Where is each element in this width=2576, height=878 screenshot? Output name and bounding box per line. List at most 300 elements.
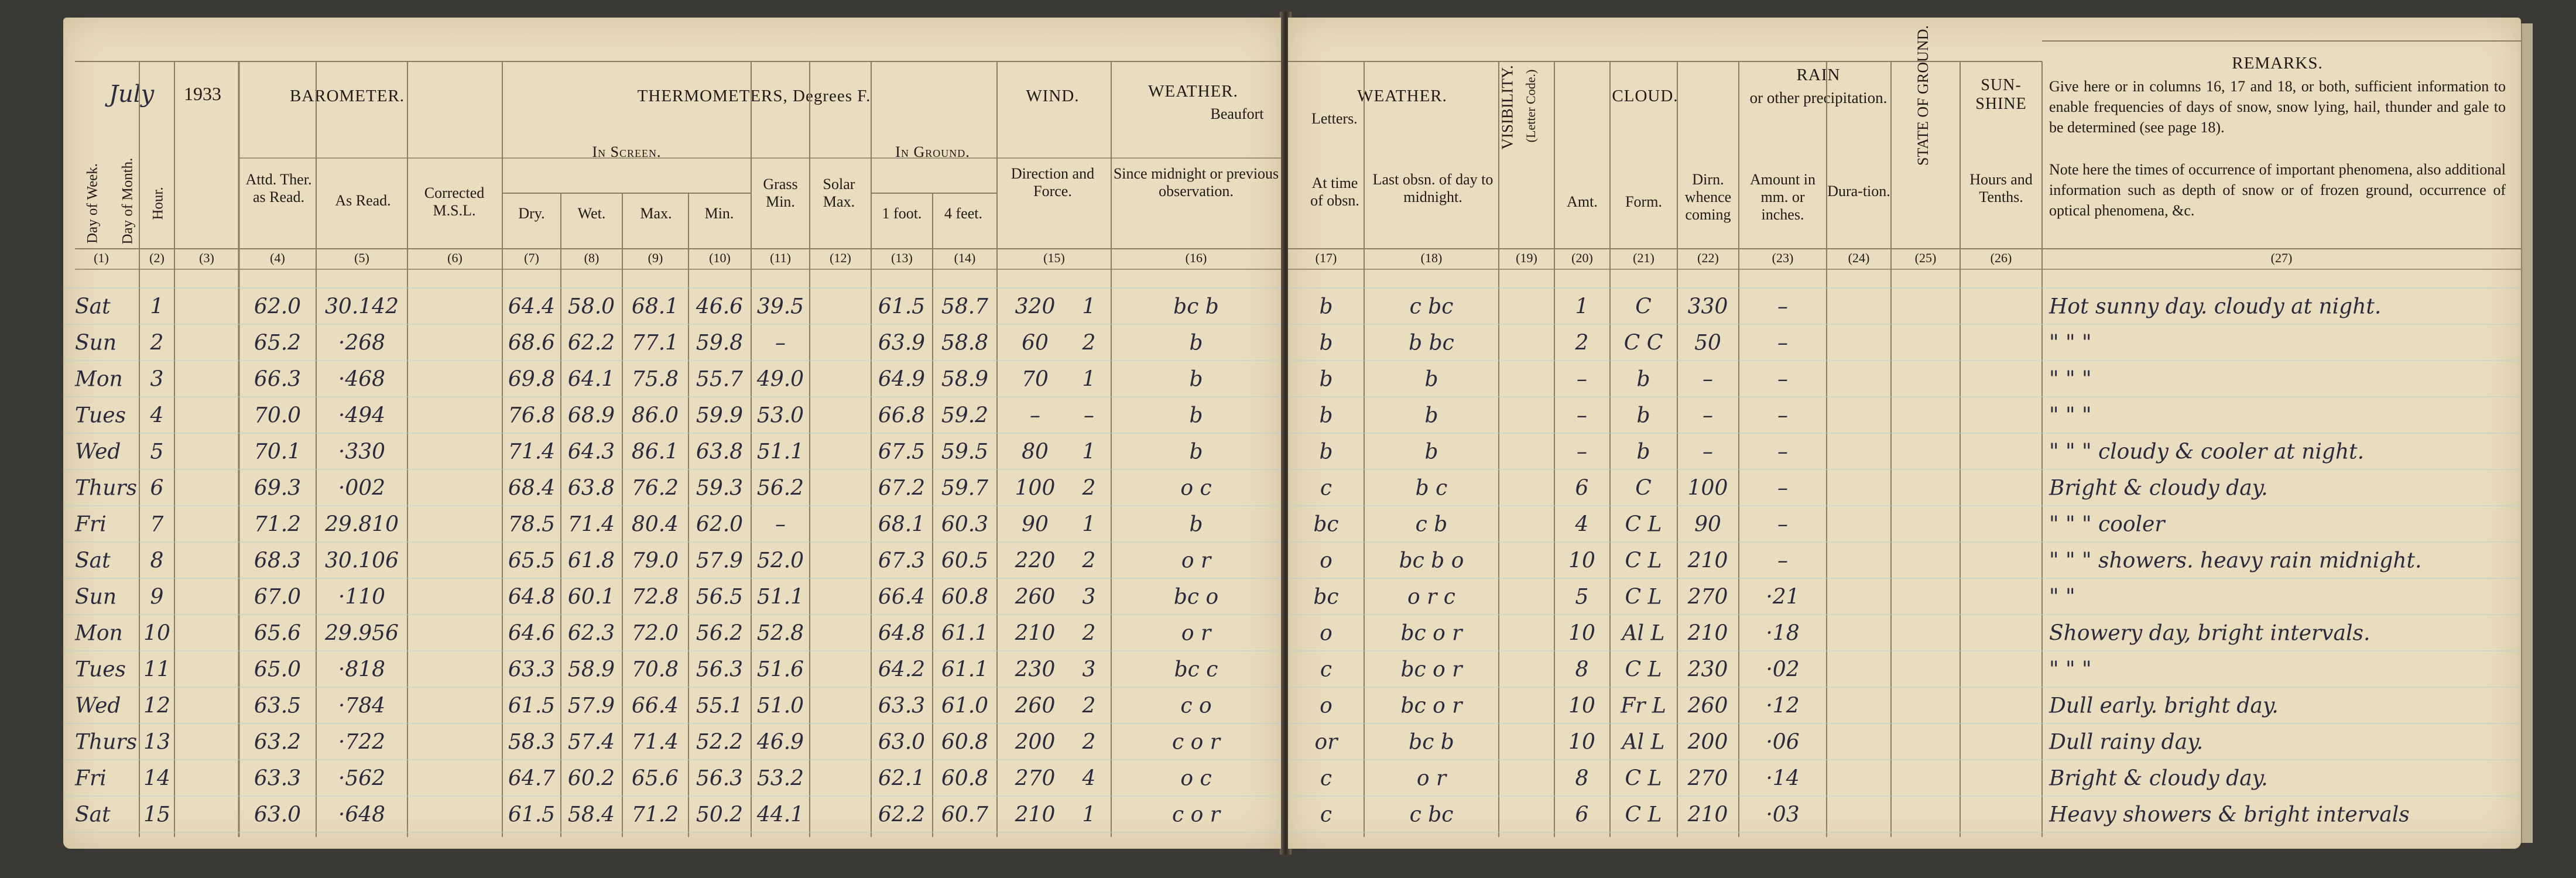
ground-4ft-cell: 61.1 xyxy=(941,657,989,682)
barometer-header: BAROMETER. xyxy=(289,87,405,105)
page-edge xyxy=(2521,23,2533,843)
cloud-direction-cell: – xyxy=(1703,440,1713,464)
remark-cell: " " " xyxy=(2049,657,2092,682)
day-of-month-cell: 12 xyxy=(143,694,170,718)
day-of-week-cell: Mon xyxy=(75,367,123,392)
wind-force-cell: 1 xyxy=(1082,440,1096,464)
rain-amount-cell: ·12 xyxy=(1766,694,1800,718)
cloud-form-cell: C L xyxy=(1625,512,1662,537)
column-number: (17) xyxy=(1315,251,1337,265)
remarks-instructions: Give here or in columns 16, 17 and 18, or both, sufficient information to enable frequencies of days of snow, snow lying, hail, thunder and gale to be determined (see page 18). xyxy=(2049,78,2506,136)
min-temp-cell: 56.2 xyxy=(696,621,744,646)
cloud-direction-cell: 200 xyxy=(1687,730,1728,754)
day-of-month-cell: 14 xyxy=(143,766,170,791)
weather-last-obsn-cell: c b xyxy=(1415,512,1448,537)
wet-bulb-cell: 62.3 xyxy=(567,621,615,646)
weather-since-midnight-cell: b xyxy=(1189,440,1203,464)
min-temp-cell: 62.0 xyxy=(696,512,744,537)
wind-direction-cell: 70 xyxy=(1022,367,1049,392)
barometer-reading-cell: ·330 xyxy=(338,440,386,464)
weather-at-obsn-cell: b xyxy=(1319,367,1333,392)
weather-since-midnight-cell: c o r xyxy=(1172,802,1220,827)
ground-4ft-cell: 60.8 xyxy=(941,766,989,791)
col-at-time: At time of obsn. xyxy=(1310,174,1359,209)
wind-direction-cell: 230 xyxy=(1015,657,1056,682)
day-of-week-cell: Sun xyxy=(75,331,117,355)
wind-direction-cell: 100 xyxy=(1015,476,1056,500)
col-max: Max. xyxy=(640,205,672,222)
rain-amount-cell: – xyxy=(1777,476,1788,500)
weather-since-midnight-cell: c o r xyxy=(1172,730,1220,754)
cloud-direction-cell: 50 xyxy=(1694,331,1721,355)
column-number: (14) xyxy=(954,251,976,265)
col-corrected-msl: Corrected M.S.L. xyxy=(424,184,485,219)
weather-last-obsn-cell: bc b o xyxy=(1399,548,1464,573)
day-of-week-cell: Sun xyxy=(75,585,117,609)
cloud-form-cell: C L xyxy=(1625,585,1662,609)
attd-ther-cell: 70.0 xyxy=(254,403,302,428)
sunshine-header: SUN-SHINE xyxy=(1975,76,2027,114)
in-ground-header: In Ground. xyxy=(895,143,970,160)
col-since-midnight: Since midnight or previous observation. xyxy=(1113,165,1279,200)
dry-bulb-cell: 68.4 xyxy=(508,476,556,500)
ground-4ft-cell: 60.7 xyxy=(941,802,989,827)
barometer-reading-cell: ·784 xyxy=(338,694,386,718)
wet-bulb-cell: 58.4 xyxy=(567,802,615,827)
wind-force-cell: – xyxy=(1084,403,1094,428)
wet-bulb-cell: 58.9 xyxy=(567,657,615,682)
weather-at-obsn-cell: bc xyxy=(1313,585,1339,609)
month-label: July xyxy=(109,81,155,108)
cloud-form-cell: b xyxy=(1636,367,1650,392)
letter-code-label: (Letter Code.) xyxy=(1523,69,1538,143)
wind-direction-cell: 90 xyxy=(1022,512,1049,537)
weather-header-right: WEATHER. xyxy=(1357,87,1447,105)
barometer-reading-cell: ·002 xyxy=(338,476,386,500)
weather-at-obsn-cell: b xyxy=(1319,331,1333,355)
day-of-month-cell: 13 xyxy=(143,730,170,754)
grass-min-cell: 51.0 xyxy=(756,694,804,718)
rain-amount-cell: – xyxy=(1777,440,1788,464)
attd-ther-cell: 66.3 xyxy=(254,367,302,392)
year-label: 1933 xyxy=(184,83,221,104)
attd-ther-cell: 71.2 xyxy=(254,512,302,537)
col-as-read: As Read. xyxy=(335,192,391,209)
grass-min-cell: 51.1 xyxy=(756,585,804,609)
max-temp-cell: 68.1 xyxy=(631,294,679,319)
ground-1ft-cell: 66.4 xyxy=(878,585,926,609)
ground-4ft-cell: 60.3 xyxy=(941,512,989,537)
column-number: (27) xyxy=(2270,251,2293,265)
rain-amount-cell: ·06 xyxy=(1766,730,1800,754)
rain-amount-cell: – xyxy=(1777,294,1788,319)
col-form: Form. xyxy=(1625,193,1662,210)
col-direction-force: Direction and Force. xyxy=(1010,165,1095,200)
day-of-month-cell: 9 xyxy=(150,585,164,609)
remark-cell: " " " cloudy & cooler at night. xyxy=(2049,440,2365,464)
weather-last-obsn-cell: b xyxy=(1424,403,1438,428)
rain-amount-cell: ·18 xyxy=(1766,621,1800,646)
cloud-direction-cell: 210 xyxy=(1687,802,1728,827)
dry-bulb-cell: 65.5 xyxy=(508,548,556,573)
weather-at-obsn-cell: o xyxy=(1320,694,1332,718)
cloud-form-cell: Al L xyxy=(1622,621,1665,646)
cloud-amount-cell: 10 xyxy=(1568,548,1595,573)
ground-1ft-cell: 68.1 xyxy=(878,512,926,537)
weather-last-obsn-cell: bc b xyxy=(1409,730,1454,754)
cloud-amount-cell: 10 xyxy=(1568,694,1595,718)
ground-4ft-cell: 59.7 xyxy=(941,476,989,500)
min-temp-cell: 59.9 xyxy=(696,403,744,428)
max-temp-cell: 77.1 xyxy=(631,331,679,355)
rain-amount-cell: – xyxy=(1777,548,1788,573)
right-grid xyxy=(1288,18,2521,849)
wind-direction-cell: 260 xyxy=(1015,585,1056,609)
max-temp-cell: 70.8 xyxy=(631,657,679,682)
column-number: (23) xyxy=(1772,251,1794,265)
attd-ther-cell: 62.0 xyxy=(254,294,302,319)
weather-last-obsn-cell: c bc xyxy=(1409,802,1454,827)
wet-bulb-cell: 61.8 xyxy=(567,548,615,573)
column-number: (15) xyxy=(1043,251,1065,265)
day-of-week-cell: Sat xyxy=(75,802,111,827)
day-of-week-cell: Tues xyxy=(75,403,126,428)
weather-at-obsn-cell: o xyxy=(1320,548,1332,573)
attd-ther-cell: 63.5 xyxy=(254,694,302,718)
min-temp-cell: 52.2 xyxy=(696,730,744,754)
cloud-direction-cell: 100 xyxy=(1687,476,1728,500)
cloud-amount-cell: 8 xyxy=(1575,766,1589,791)
cloud-form-cell: C L xyxy=(1625,766,1662,791)
wind-force-cell: 3 xyxy=(1082,585,1096,609)
remarks-header: REMARKS. xyxy=(2232,54,2323,73)
wind-direction-cell: 200 xyxy=(1015,730,1056,754)
weather-since-midnight-cell: bc b xyxy=(1173,294,1219,319)
max-temp-cell: 86.0 xyxy=(631,403,679,428)
wind-force-cell: 3 xyxy=(1082,657,1096,682)
attd-ther-cell: 63.0 xyxy=(254,802,302,827)
attd-ther-cell: 65.0 xyxy=(254,657,302,682)
max-temp-cell: 72.8 xyxy=(631,585,679,609)
day-of-week-cell: Fri xyxy=(75,766,107,791)
max-temp-cell: 79.0 xyxy=(631,548,679,573)
column-number: (18) xyxy=(1420,251,1443,265)
grass-min-cell: 39.5 xyxy=(756,294,804,319)
min-temp-cell: 59.3 xyxy=(696,476,744,500)
ground-1ft-cell: 64.9 xyxy=(878,367,926,392)
col-wet: Wet. xyxy=(577,205,606,222)
dry-bulb-cell: 61.5 xyxy=(508,802,556,827)
max-temp-cell: 72.0 xyxy=(631,621,679,646)
col-amt: Amt. xyxy=(1567,193,1598,210)
weather-at-obsn-cell: bc xyxy=(1313,512,1339,537)
day-of-month-cell: 5 xyxy=(150,440,164,464)
cloud-form-cell: C L xyxy=(1625,657,1662,682)
attd-ther-cell: 65.6 xyxy=(254,621,302,646)
rain-header: RAIN xyxy=(1796,66,1841,84)
remark-cell: " " " showers. heavy rain midnight. xyxy=(2049,548,2422,573)
cloud-direction-cell: 330 xyxy=(1687,294,1728,319)
grass-min-cell: 44.1 xyxy=(756,802,804,827)
wind-direction-cell: – xyxy=(1030,403,1040,428)
grass-min-cell: 49.0 xyxy=(756,367,804,392)
wind-force-cell: 1 xyxy=(1082,294,1096,319)
cloud-direction-cell: 90 xyxy=(1694,512,1721,537)
weather-at-obsn-cell: b xyxy=(1319,403,1333,428)
ground-4ft-cell: 61.0 xyxy=(941,694,989,718)
column-number: (1) xyxy=(94,251,109,265)
remark-cell: Showery day, bright intervals. xyxy=(2049,621,2371,646)
weather-since-midnight-cell: b xyxy=(1189,512,1203,537)
wind-direction-cell: 260 xyxy=(1015,694,1056,718)
attd-ther-cell: 70.1 xyxy=(254,440,302,464)
wind-force-cell: 4 xyxy=(1082,766,1096,791)
weather-last-obsn-cell: bc o r xyxy=(1400,657,1462,682)
weather-at-obsn-cell: c xyxy=(1320,802,1332,827)
weather-at-obsn-cell: b xyxy=(1319,294,1333,319)
cloud-form-cell: b xyxy=(1636,403,1650,428)
column-number: (20) xyxy=(1571,251,1593,265)
cloud-amount-cell: 6 xyxy=(1575,476,1589,500)
cloud-direction-cell: 210 xyxy=(1687,548,1728,573)
weather-last-obsn-cell: o r c xyxy=(1407,585,1455,609)
column-number: (8) xyxy=(584,251,600,265)
weather-since-midnight-cell: b xyxy=(1189,331,1203,355)
attd-ther-cell: 65.2 xyxy=(254,331,302,355)
min-temp-cell: 55.7 xyxy=(696,367,744,392)
weather-last-obsn-cell: o r xyxy=(1416,766,1447,791)
ground-4ft-cell: 60.8 xyxy=(941,585,989,609)
remark-cell: Bright & cloudy day. xyxy=(2049,766,2268,791)
barometer-reading-cell: 29.956 xyxy=(325,621,399,646)
cloud-direction-cell: – xyxy=(1703,367,1713,392)
day-of-month-cell: 3 xyxy=(150,367,164,392)
wind-direction-cell: 60 xyxy=(1022,331,1049,355)
max-temp-cell: 76.2 xyxy=(631,476,679,500)
weather-at-obsn-cell: o xyxy=(1320,621,1332,646)
weather-last-obsn-cell: b bc xyxy=(1409,331,1454,355)
col-day-of-week: Day of Week. xyxy=(84,163,101,244)
col-dirn: Dirn. whence coming xyxy=(1684,171,1732,223)
min-temp-cell: 59.8 xyxy=(696,331,744,355)
grass-min-cell: 51.1 xyxy=(756,440,804,464)
rain-amount-cell: – xyxy=(1777,512,1788,537)
in-screen-header: In Screen. xyxy=(592,143,662,160)
cloud-form-cell: C xyxy=(1635,476,1652,500)
rain-subheader: or other precipitation. xyxy=(1749,89,1888,107)
ground-4ft-cell: 58.9 xyxy=(941,367,989,392)
barometer-reading-cell: 29.810 xyxy=(325,512,399,537)
cloud-form-cell: C L xyxy=(1625,802,1662,827)
day-of-week-cell: Tues xyxy=(75,657,126,682)
cloud-amount-cell: 4 xyxy=(1575,512,1589,537)
cloud-form-cell: C xyxy=(1635,294,1652,319)
state-of-ground-header: STATE OF GROUND. xyxy=(1914,25,1931,166)
ground-1ft-cell: 67.5 xyxy=(878,440,926,464)
column-number: (6) xyxy=(447,251,463,265)
weather-since-midnight-cell: bc c xyxy=(1174,657,1218,682)
barometer-reading-cell: ·722 xyxy=(338,730,386,754)
ground-1ft-cell: 64.2 xyxy=(878,657,926,682)
dry-bulb-cell: 64.4 xyxy=(508,294,556,319)
column-number: (2) xyxy=(149,251,165,265)
barometer-reading-cell: ·268 xyxy=(338,331,386,355)
weather-last-obsn-cell: c bc xyxy=(1409,294,1454,319)
cloud-direction-cell: 230 xyxy=(1687,657,1728,682)
day-of-month-cell: 10 xyxy=(143,621,170,646)
remark-cell: Dull early. bright day. xyxy=(2049,694,2279,718)
rain-amount-cell: – xyxy=(1777,331,1788,355)
column-number: (10) xyxy=(709,251,731,265)
cloud-amount-cell: 10 xyxy=(1568,621,1595,646)
dry-bulb-cell: 68.6 xyxy=(508,331,556,355)
barometer-reading-cell: 30.142 xyxy=(325,294,399,319)
weather-last-obsn-cell: bc o r xyxy=(1400,621,1462,646)
barometer-reading-cell: ·818 xyxy=(338,657,386,682)
grass-min-cell: 53.0 xyxy=(756,403,804,428)
remark-cell: " " " xyxy=(2049,331,2092,355)
ground-1ft-cell: 67.3 xyxy=(878,548,926,573)
day-of-week-cell: Sat xyxy=(75,548,111,573)
dry-bulb-cell: 69.8 xyxy=(508,367,556,392)
col-day-of-month: Day of Month. xyxy=(119,157,136,245)
day-of-week-cell: Wed xyxy=(75,440,121,464)
column-number: (21) xyxy=(1633,251,1654,265)
column-number: (12) xyxy=(830,251,851,265)
max-temp-cell: 71.2 xyxy=(631,802,679,827)
cloud-header: CLOUD. xyxy=(1612,87,1678,105)
ground-4ft-cell: 61.1 xyxy=(941,621,989,646)
remark-cell: " " " xyxy=(2049,403,2092,428)
ground-4ft-cell: 58.7 xyxy=(941,294,989,319)
col-hours-tenths: Hours and Tenths. xyxy=(1969,171,2033,205)
min-temp-cell: 50.2 xyxy=(696,802,744,827)
rain-amount-cell: – xyxy=(1777,367,1788,392)
max-temp-cell: 65.6 xyxy=(631,766,679,791)
cloud-form-cell: b xyxy=(1636,440,1650,464)
grass-min-cell: 51.6 xyxy=(756,657,804,682)
weather-last-obsn-cell: b c xyxy=(1415,476,1448,500)
ground-4ft-cell: 59.2 xyxy=(941,403,989,428)
wet-bulb-cell: 58.0 xyxy=(567,294,615,319)
weather-at-obsn-cell: or xyxy=(1314,730,1338,754)
min-temp-cell: 56.3 xyxy=(696,657,744,682)
min-temp-cell: 56.5 xyxy=(696,585,744,609)
ground-1ft-cell: 63.3 xyxy=(878,694,926,718)
cloud-amount-cell: 6 xyxy=(1575,802,1589,827)
wet-bulb-cell: 57.9 xyxy=(567,694,615,718)
ground-1ft-cell: 61.5 xyxy=(878,294,926,319)
dry-bulb-cell: 58.3 xyxy=(508,730,556,754)
ground-1ft-cell: 64.8 xyxy=(878,621,926,646)
weather-since-midnight-cell: bc o xyxy=(1173,585,1219,609)
letters-label: Letters. xyxy=(1311,110,1358,127)
right-page xyxy=(1288,18,2521,849)
wind-force-cell: 2 xyxy=(1082,476,1096,500)
day-of-week-cell: Mon xyxy=(75,621,123,646)
barometer-reading-cell: ·110 xyxy=(338,585,386,609)
column-number: (13) xyxy=(891,251,913,265)
weather-since-midnight-cell: o c xyxy=(1180,476,1212,500)
column-number: (25) xyxy=(1914,251,1937,265)
grass-min-cell: 46.9 xyxy=(756,730,804,754)
ground-4ft-cell: 60.5 xyxy=(941,548,989,573)
dry-bulb-cell: 64.6 xyxy=(508,621,556,646)
max-temp-cell: 86.1 xyxy=(631,440,679,464)
day-of-month-cell: 7 xyxy=(150,512,164,537)
weather-at-obsn-cell: c xyxy=(1320,657,1332,682)
cloud-amount-cell: 8 xyxy=(1575,657,1589,682)
cloud-amount-cell: – xyxy=(1577,403,1587,428)
col-hour: Hour. xyxy=(150,187,166,220)
wet-bulb-cell: 60.2 xyxy=(567,766,615,791)
weather-last-obsn-cell: b xyxy=(1424,367,1438,392)
attd-ther-cell: 67.0 xyxy=(254,585,302,609)
cloud-amount-cell: 2 xyxy=(1575,331,1589,355)
column-number: (11) xyxy=(770,251,791,265)
wind-force-cell: 1 xyxy=(1082,367,1096,392)
rain-amount-cell: ·02 xyxy=(1766,657,1800,682)
wind-force-cell: 2 xyxy=(1082,331,1096,355)
day-of-week-cell: Sat xyxy=(75,294,111,319)
max-temp-cell: 80.4 xyxy=(631,512,679,537)
min-temp-cell: 46.6 xyxy=(696,294,744,319)
col-grass-min: Grass Min. xyxy=(763,176,798,210)
col-4-feet: 4 feet. xyxy=(944,205,982,222)
weather-last-obsn-cell: b xyxy=(1424,440,1438,464)
dry-bulb-cell: 76.8 xyxy=(508,403,556,428)
ground-1ft-cell: 63.0 xyxy=(878,730,926,754)
day-of-month-cell: 15 xyxy=(143,802,170,827)
cloud-direction-cell: 210 xyxy=(1687,621,1728,646)
remark-cell: Dull rainy day. xyxy=(2049,730,2204,754)
weather-at-obsn-cell: c xyxy=(1320,476,1332,500)
visibility-header: VISIBILITY. xyxy=(1498,65,1516,150)
attd-ther-cell: 68.3 xyxy=(254,548,302,573)
weather-at-obsn-cell: c xyxy=(1320,766,1332,791)
column-number: (16) xyxy=(1185,251,1207,265)
dry-bulb-cell: 78.5 xyxy=(508,512,556,537)
cloud-amount-cell: 5 xyxy=(1575,585,1589,609)
left-grid xyxy=(63,18,1281,849)
weather-header-left: WEATHER. xyxy=(1148,82,1238,101)
cloud-direction-cell: 260 xyxy=(1687,694,1728,718)
wet-bulb-cell: 63.8 xyxy=(567,476,615,500)
max-temp-cell: 71.4 xyxy=(631,730,679,754)
column-number: (24) xyxy=(1848,251,1870,265)
remark-cell: Bright & cloudy day. xyxy=(2049,476,2268,500)
rain-amount-cell: – xyxy=(1777,403,1788,428)
column-number: (22) xyxy=(1697,251,1719,265)
day-of-week-cell: Wed xyxy=(75,694,121,718)
ground-1ft-cell: 62.2 xyxy=(878,802,926,827)
attd-ther-cell: 69.3 xyxy=(254,476,302,500)
wind-direction-cell: 270 xyxy=(1015,766,1056,791)
column-number: (4) xyxy=(270,251,285,265)
remark-cell: Heavy showers & bright intervals xyxy=(2049,802,2410,827)
wet-bulb-cell: 64.1 xyxy=(567,367,615,392)
col-solar-max: Solar Max. xyxy=(823,176,855,210)
wind-direction-cell: 80 xyxy=(1022,440,1049,464)
day-of-month-cell: 4 xyxy=(150,403,164,428)
barometer-reading-cell: ·562 xyxy=(338,766,386,791)
dry-bulb-cell: 64.8 xyxy=(508,585,556,609)
wind-header: WIND. xyxy=(1026,87,1080,105)
cloud-amount-cell: – xyxy=(1577,367,1587,392)
day-of-week-cell: Fri xyxy=(75,512,107,537)
barometer-reading-cell: ·648 xyxy=(338,802,386,827)
cloud-direction-cell: 270 xyxy=(1687,585,1728,609)
